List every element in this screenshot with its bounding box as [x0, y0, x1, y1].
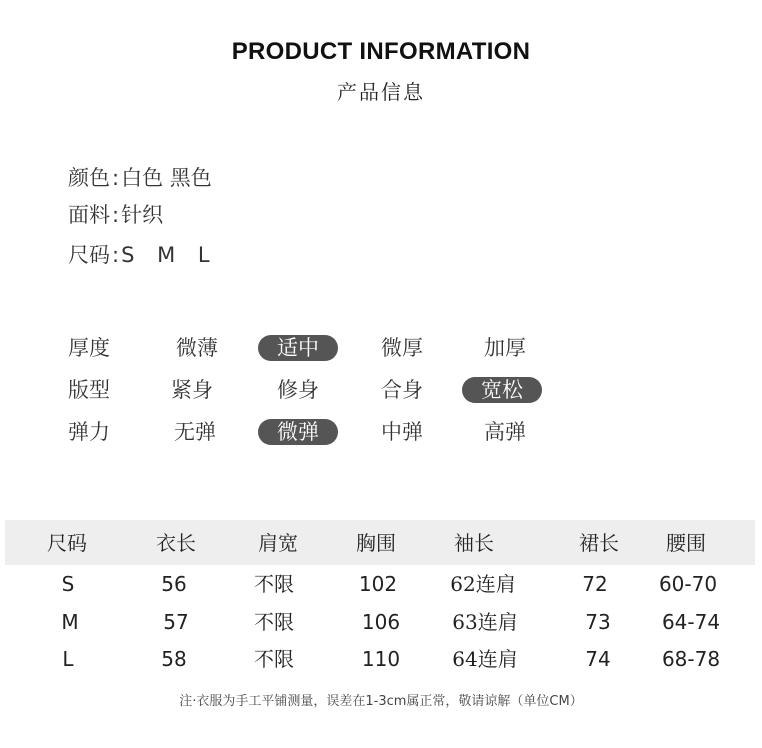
- table-row-m-shoulder: 不限: [254, 610, 294, 634]
- table-row-l-chest: 110: [361, 647, 401, 671]
- option-thickness-2: 适中: [258, 335, 338, 361]
- table-row-l-skirt-length: 74: [585, 647, 611, 671]
- table-row-l-length: 58: [161, 647, 187, 671]
- table-header-length: 衣长: [156, 531, 196, 555]
- table-row-s-skirt-length: 72: [582, 572, 608, 596]
- attr-fit-label: 版型: [68, 378, 110, 402]
- table-row-l-sleeve: 64连肩: [452, 647, 518, 671]
- table-row-m-sleeve: 63连肩: [452, 610, 518, 634]
- spec-fabric-value: 针织: [121, 203, 164, 227]
- attr-thickness-label: 厚度: [68, 336, 110, 360]
- table-header-size: 尺码: [47, 531, 87, 555]
- table-row-s-chest: 102: [358, 572, 398, 596]
- option-fit-3: 合身: [381, 378, 423, 402]
- spec-size-label: 尺码: [68, 243, 110, 267]
- table-row-s-sleeve: 62连肩: [450, 572, 516, 596]
- option-thickness-1: 微薄: [176, 336, 218, 360]
- option-thickness-3: 微厚: [381, 336, 423, 360]
- spec-color-label: 颜色: [68, 166, 110, 190]
- table-row-l-shoulder: 不限: [254, 647, 294, 671]
- title-en: PRODUCT INFORMATION: [231, 38, 531, 65]
- option-fit-4: 宽松: [462, 377, 542, 403]
- option-stretch-4: 高弹: [484, 420, 526, 444]
- table-row-m-length: 57: [163, 610, 189, 634]
- option-stretch-3: 中弹: [381, 420, 423, 444]
- spec-color: [68, 163, 212, 193]
- spec-fabric-separator: :: [112, 203, 120, 227]
- table-row-l-waist: 68-78: [661, 647, 721, 671]
- table-row-m-skirt-length: 73: [585, 610, 611, 634]
- table-row-m-waist: 64-74: [661, 610, 721, 634]
- table-row-m-size: M: [61, 610, 79, 634]
- spec-size-separator: :: [112, 243, 120, 267]
- spec-fabric: [68, 200, 163, 230]
- option-fit-2: 修身: [277, 378, 319, 402]
- attr-stretch-label: 弹力: [68, 420, 110, 444]
- table-row-m-chest: 106: [361, 610, 401, 634]
- table-header-sleeve: 袖长: [454, 531, 494, 555]
- option-stretch-2: 微弹: [258, 419, 338, 445]
- option-stretch-1: 无弹: [174, 420, 216, 444]
- spec-size: [68, 240, 218, 270]
- table-header-chest: 胸围: [356, 531, 396, 555]
- spec-color-separator: :: [112, 166, 120, 190]
- table-header-skirt-length: 裙长: [579, 531, 619, 555]
- table-row-s-waist: 60-70: [658, 572, 718, 596]
- table-row-l-size: L: [62, 647, 74, 671]
- measurement-note: 注·衣服为手工平铺测量，误差在1-3cm属正常，敬请谅解（单位CM）: [179, 694, 583, 709]
- option-fit-1: 紧身: [171, 378, 213, 402]
- title-cn: 产品信息: [337, 80, 425, 104]
- spec-color-value: 白色 黑色: [121, 166, 212, 190]
- table-row-s-length: 56: [161, 572, 187, 596]
- table-row-s-shoulder: 不限: [254, 572, 294, 596]
- spec-size-value: S M L: [121, 243, 218, 267]
- table-header-waist: 腰围: [666, 531, 706, 555]
- table-header-shoulder: 肩宽: [258, 531, 298, 555]
- spec-fabric-label: 面料: [68, 203, 110, 227]
- option-thickness-4: 加厚: [484, 336, 526, 360]
- table-row-s-size: S: [61, 572, 75, 596]
